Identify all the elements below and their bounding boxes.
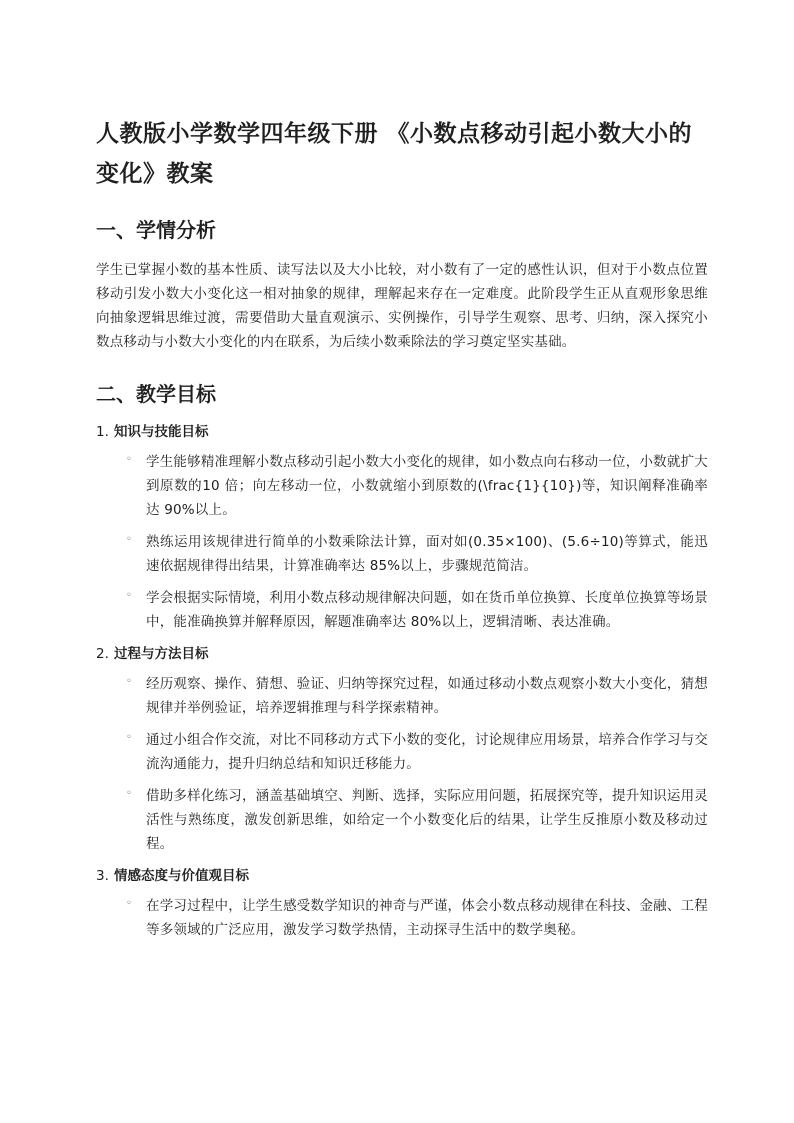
document-page	[96, 114, 708, 950]
section-heading-analysis: 一、学情分析	[96, 218, 216, 242]
goal-heading	[96, 642, 708, 666]
goal-item-attitude	[96, 864, 708, 942]
list-item	[126, 450, 708, 522]
hollow-bullet-icon: ◦	[126, 534, 132, 545]
list-item	[126, 894, 708, 942]
goal-points	[96, 450, 708, 634]
document-title: 人教版小学数学四年级下册 《小数点移动引起小数大小的变化》教案	[96, 121, 693, 187]
goal-title: 过程与方法目标	[114, 646, 209, 662]
hollow-bullet-icon: ◦	[126, 898, 132, 909]
hollow-bullet-icon: ◦	[126, 732, 132, 743]
hollow-bullet-icon: ◦	[126, 454, 132, 465]
point-text: 在学习过程中，让学生感受数学知识的神奇与严谨，体会小数点移动规律在科技、金融、工程等多领域的广泛应用，激发学习数学热情，主动探寻生活中的数学奥秘。	[146, 898, 708, 938]
list-item	[126, 784, 708, 856]
list-item	[126, 728, 708, 776]
point-text: 学会根据实际情境，利用小数点移动规律解决问题，如在货币单位换算、长度单位换算等场景中，能准确换算并解释原因，解题准确率达 80%以上，逻辑清晰、表达准确。	[146, 590, 708, 630]
goal-number: 3.	[96, 868, 109, 884]
section-heading-goals: 二、教学目标	[96, 382, 216, 406]
goal-points	[96, 894, 708, 942]
hollow-bullet-icon: ◦	[126, 788, 132, 799]
list-item	[126, 586, 708, 634]
goal-number: 2.	[96, 646, 109, 662]
goal-heading	[96, 420, 708, 444]
analysis-paragraph: 学生已掌握小数的基本性质、读写法以及大小比较，对小数有了一定的感性认识，但对于小数点位置移动引发小数大小变化这一相对抽象的规律，理解起来存在一定难度。此阶段学生正从直观形象思维向抽象逻辑思维过渡，需要借助大量直观演示、实例操作，引导学生观察、思考、归纳，深入探究小数点移动与小数大小变化的内在联系，为后续小数乘除法的学习奠定坚实基础。	[96, 262, 708, 350]
goal-title: 知识与技能目标	[114, 424, 209, 440]
goal-title: 情感态度与价值观目标	[114, 868, 249, 884]
point-text: 熟练运用该规律进行简单的小数乘除法计算，面对如(0.35×100)、(5.6÷10)等算式，能迅速依据规律得出结果，计算准确率达 85%以上，步骤规范简洁。	[146, 534, 708, 574]
point-text: 通过小组合作交流，对比不同移动方式下小数的变化，讨论规律应用场景，培养合作学习与交流沟通能力，提升归纳总结和知识迁移能力。	[146, 732, 708, 772]
hollow-bullet-icon: ◦	[126, 676, 132, 687]
goal-list	[96, 420, 708, 942]
hollow-bullet-icon: ◦	[126, 590, 132, 601]
goal-item-process	[96, 642, 708, 856]
goal-item-knowledge	[96, 420, 708, 634]
point-text: 学生能够精准理解小数点移动引起小数大小变化的规律，如小数点向右移动一位，小数就扩大到原数的10 倍；向左移动一位，小数就缩小到原数的(\frac{1}{10})等，知识阐释准确率达 90%以上。	[146, 454, 708, 518]
list-item	[126, 672, 708, 720]
point-text: 经历观察、操作、猜想、验证、归纳等探究过程，如通过移动小数点观察小数大小变化，猜想规律并举例验证，培养逻辑推理与科学探索精神。	[146, 676, 708, 716]
goal-points	[96, 672, 708, 856]
goal-heading	[96, 864, 708, 888]
goal-number: 1.	[96, 424, 109, 440]
list-item	[126, 530, 708, 578]
point-text: 借助多样化练习，涵盖基础填空、判断、选择，实际应用问题，拓展探究等，提升知识运用灵活性与熟练度，激发创新思维，如给定一个小数变化后的结果，让学生反推原小数及移动过程。	[146, 788, 708, 852]
